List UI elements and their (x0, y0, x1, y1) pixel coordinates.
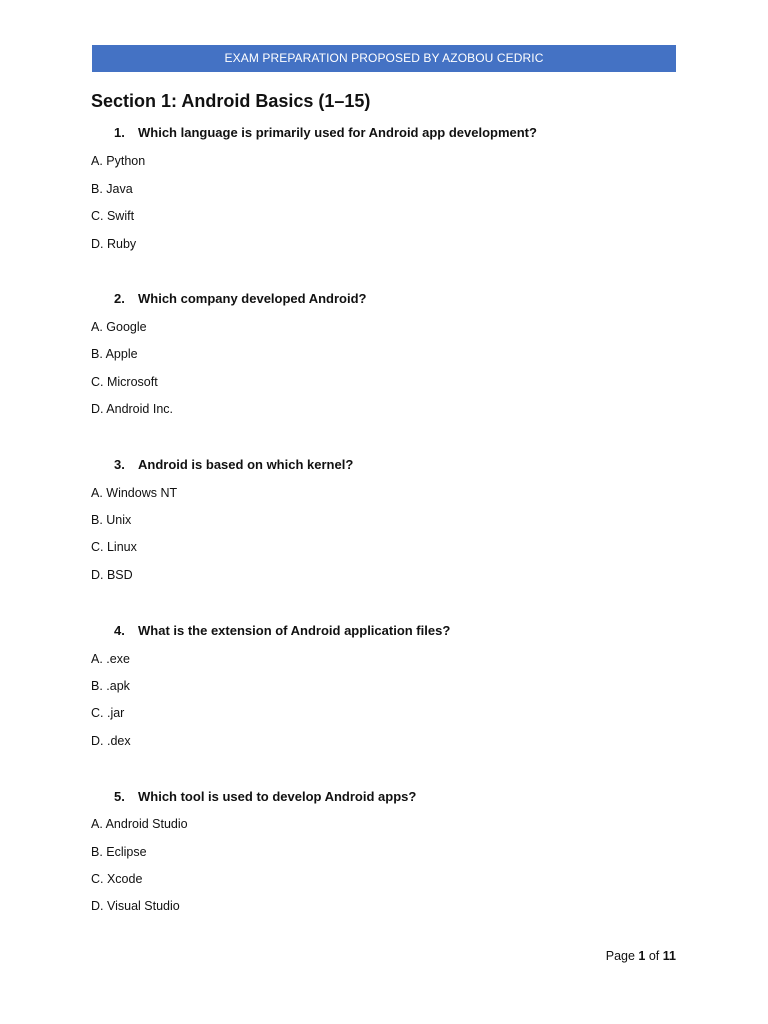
option-3c: C. Linux (91, 540, 137, 554)
page-label: Page (605, 949, 635, 963)
option-2c: C. Microsoft (91, 375, 158, 389)
question-text: Which company developed Android? (138, 291, 367, 306)
option-2d: D. Android Inc. (91, 402, 173, 416)
question-3 (114, 456, 353, 474)
option-3d: D. BSD (91, 568, 133, 582)
option-2a: A. Google (91, 320, 147, 334)
question-number: 5. (114, 789, 125, 804)
option-5b: B. Eclipse (91, 845, 147, 859)
option-5d: D. Visual Studio (91, 899, 180, 913)
option-5a: A. Android Studio (91, 817, 188, 831)
question-text: Which language is primarily used for Android app development? (138, 125, 537, 140)
option-4a: A. .exe (91, 652, 130, 666)
option-3b: B. Unix (91, 513, 132, 527)
question-text: Which tool is used to develop Android apps? (138, 789, 417, 804)
question-number: 3. (114, 457, 125, 472)
option-3a: A. Windows NT (91, 486, 178, 500)
question-4 (114, 622, 450, 640)
option-1c: C. Swift (91, 209, 135, 223)
page-number-footer (606, 947, 676, 965)
section-title: Section 1: Android Basics (1–15) (91, 91, 371, 111)
question-number: 1. (114, 125, 125, 140)
question-text: What is the extension of Android application files? (138, 623, 451, 638)
option-2b: B. Apple (91, 347, 138, 361)
question-number: 4. (114, 623, 125, 638)
question-text: Android is based on which kernel? (138, 457, 354, 472)
current-page-number: 1 (638, 949, 646, 963)
option-4d: D. .dex (91, 734, 131, 748)
question-2 (114, 290, 366, 308)
option-4c: C. .jar (91, 706, 125, 720)
option-1b: B. Java (91, 182, 133, 196)
exam-header-banner: EXAM PREPARATION PROPOSED BY AZOBOU CEDRIC (92, 45, 676, 72)
option-4b: B. .apk (91, 679, 130, 693)
option-1d: D. Ruby (91, 237, 137, 251)
question-5 (114, 788, 416, 806)
question-1 (114, 124, 537, 142)
question-number: 2. (114, 291, 125, 306)
option-5c: C. Xcode (91, 872, 143, 886)
of-label: of (648, 949, 660, 963)
total-pages-number: 11 (662, 949, 676, 963)
option-1a: A. Python (91, 154, 146, 168)
